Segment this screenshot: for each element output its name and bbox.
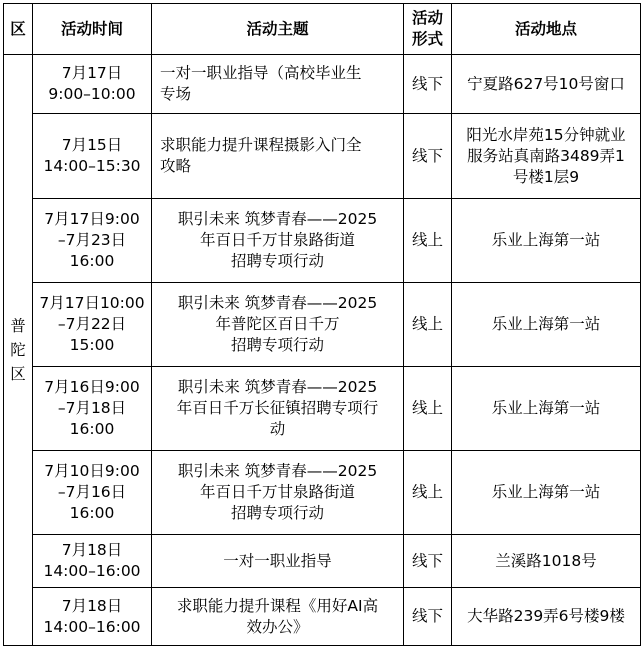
format-cell: 线上 (404, 451, 452, 535)
table-row (4, 114, 641, 199)
location-cell (452, 535, 641, 588)
table-row (4, 588, 641, 646)
time-line: 16:00 (69, 252, 115, 270)
theme-cell (152, 283, 404, 367)
format-cell: 线下 (404, 114, 452, 199)
theme-cell (152, 588, 404, 646)
table-body (4, 55, 641, 646)
theme-line: 一对一职业指导（高校毕业生 (160, 64, 362, 82)
header-format (404, 4, 452, 55)
table-row (4, 283, 641, 367)
table-row (4, 451, 641, 535)
theme-line: 职引未来 筑梦青春——2025 (177, 462, 378, 480)
header-location: 活动地点 (452, 4, 641, 55)
district-cell (4, 55, 33, 646)
theme-line: 职引未来 筑梦青春——2025 (177, 210, 378, 228)
theme-line: 招聘专项行动 (230, 504, 324, 522)
location-cell (452, 199, 641, 283)
time-line: 7月10日9:00 (44, 462, 140, 480)
time-cell (33, 114, 152, 199)
location-line: 阳光水岸苑15分钟就业 (466, 125, 626, 144)
table-row (4, 535, 641, 588)
time-line: 15:00 (69, 336, 115, 354)
table-row (4, 55, 641, 114)
location-cell (452, 451, 641, 535)
location-line: 乐业上海第一站 (491, 399, 601, 417)
time-cell (33, 55, 152, 114)
theme-line: 招聘专项行动 (230, 336, 324, 354)
time-cell (33, 199, 152, 283)
time-line: –7月18日 (57, 399, 127, 417)
time-line: 7月17日 (61, 64, 123, 82)
theme-line: 年普陀区百日千万 (215, 315, 340, 333)
time-cell (33, 367, 152, 451)
theme-line: 职引未来 筑梦青春——2025 (177, 294, 378, 312)
format-cell: 线上 (404, 199, 452, 283)
theme-line: 动 (269, 420, 286, 438)
theme-line: 一对一职业指导 (223, 551, 332, 570)
theme-cell (152, 535, 404, 588)
time-line: 16:00 (69, 420, 115, 438)
table-row (4, 199, 641, 283)
theme-cell (152, 451, 404, 535)
theme-cell (152, 199, 404, 283)
theme-line: 职引未来 筑梦青春——2025 (177, 378, 378, 396)
format-cell: 线下 (404, 588, 452, 646)
location-cell (452, 367, 641, 451)
time-line: 14:00–16:00 (43, 617, 141, 636)
header-row (4, 4, 641, 55)
location-line: 兰溪路1018号 (495, 551, 597, 570)
header-district: 区 (4, 4, 33, 55)
time-cell (33, 451, 152, 535)
time-line: 7月18日 (61, 541, 123, 559)
location-cell (452, 114, 641, 199)
theme-line: 年百日千万甘泉路街道 (199, 231, 355, 249)
theme-cell (152, 367, 404, 451)
location-line: 乐业上海第一站 (491, 231, 601, 249)
table-row (4, 367, 641, 451)
header-time: 活动时间 (33, 4, 152, 55)
location-cell (452, 283, 641, 367)
location-line: 服务站真南路3489弄1 (467, 146, 625, 165)
location-line: 乐业上海第一站 (491, 315, 601, 333)
time-line: 7月17日9:00 (44, 210, 140, 228)
time-line: –7月16日 (57, 483, 127, 501)
theme-line: 专场 (160, 85, 192, 103)
format-cell: 线上 (404, 283, 452, 367)
location-cell (452, 588, 641, 646)
location-line: 宁夏路627号10号窗口 (467, 74, 625, 93)
location-line: 乐业上海第一站 (491, 483, 601, 501)
header-format-text: 活动形式 (411, 9, 443, 48)
time-line: 7月16日9:00 (44, 378, 140, 396)
theme-line: 年百日千万甘泉路街道 (199, 483, 355, 501)
theme-line: 效办公》 (246, 617, 309, 636)
time-cell (33, 588, 152, 646)
location-line: 号楼1层9 (512, 167, 580, 186)
time-line: –7月23日 (57, 231, 127, 249)
format-cell: 线上 (404, 367, 452, 451)
time-cell (33, 535, 152, 588)
location-cell (452, 55, 641, 114)
format-cell: 线下 (404, 55, 452, 114)
theme-line: 招聘专项行动 (230, 252, 324, 270)
header-theme: 活动主题 (152, 4, 404, 55)
theme-cell (152, 55, 404, 114)
theme-line: 求职能力提升课程摄影入门全 (160, 136, 362, 154)
time-line: 9:00–10:00 (48, 85, 136, 103)
format-cell: 线下 (404, 535, 452, 588)
location-line: 大华路239弄6号楼9楼 (467, 607, 625, 625)
theme-line: 攻略 (160, 157, 192, 175)
theme-line: 求职能力提升课程《用好AI高 (176, 596, 379, 615)
time-line: 16:00 (69, 504, 115, 522)
time-cell (33, 283, 152, 367)
time-line: 14:00–15:30 (43, 157, 141, 175)
time-line: 7月17日10:00 (39, 294, 145, 312)
time-line: 7月15日 (61, 136, 123, 154)
theme-line: 年百日千万长征镇招聘专项行 (176, 399, 379, 417)
time-line: –7月22日 (57, 315, 127, 333)
district-name: 普陀区 (10, 317, 26, 383)
activity-table (3, 3, 641, 646)
theme-cell (152, 114, 404, 199)
time-line: 7月18日 (61, 596, 123, 615)
time-line: 14:00–16:00 (43, 562, 141, 580)
